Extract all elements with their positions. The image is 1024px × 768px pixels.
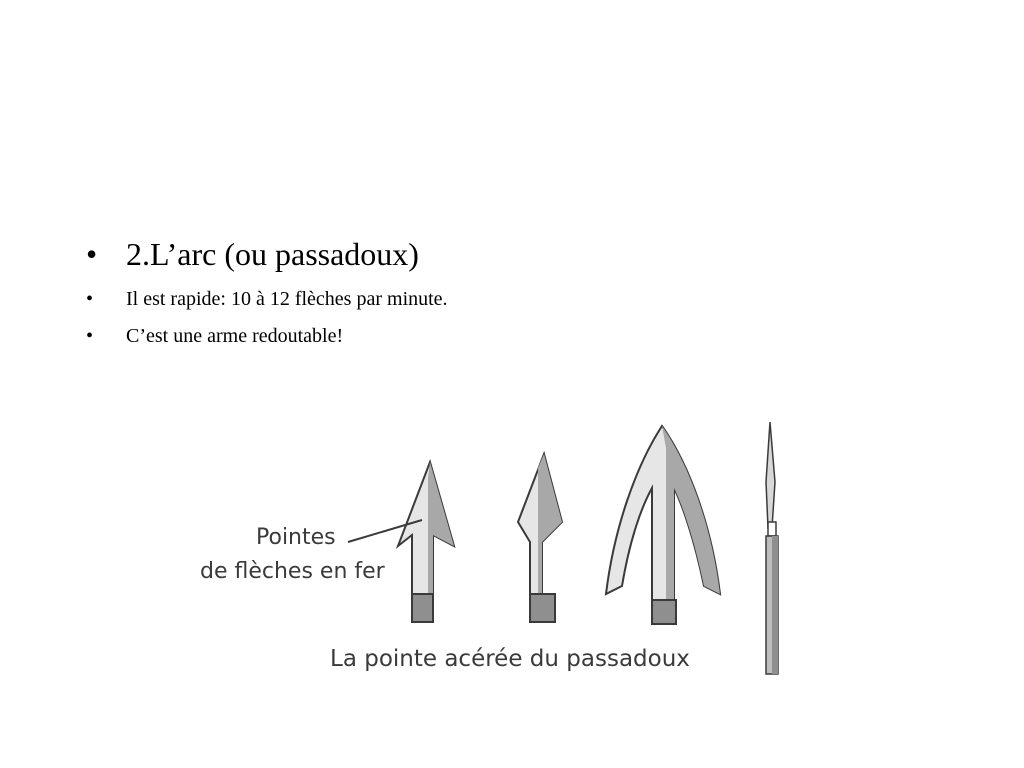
arrowheads-drawing [190,418,790,678]
bullet-text: Il est rapide: 10 à 12 flèches par minute. [126,288,448,310]
figure-label-line2: de flèches en fer [200,559,385,584]
bullet-text: 2.L’arc (ou passadoux) [126,236,419,272]
passadoux-point-icon [766,422,778,674]
bullet-item-speed [86,286,546,313]
arrowhead-swallowtail-icon [606,426,720,624]
bullet-marker: • [86,236,98,272]
bullet-item-weapon [86,323,546,350]
bullet-text: C’est une arme redoutable! [126,325,344,347]
figure-label-line1: Pointes [256,525,336,550]
arrowheads-illustration [190,418,790,678]
figure-caption: La pointe acérée du passadoux [330,646,690,672]
bullet-item-heading [86,232,546,276]
bullet-list [86,232,546,360]
arrowhead-leaf-icon [518,454,562,622]
bullet-marker: • [86,288,94,310]
arrowhead-barbed-icon [398,462,454,622]
bullet-marker: • [86,325,94,347]
